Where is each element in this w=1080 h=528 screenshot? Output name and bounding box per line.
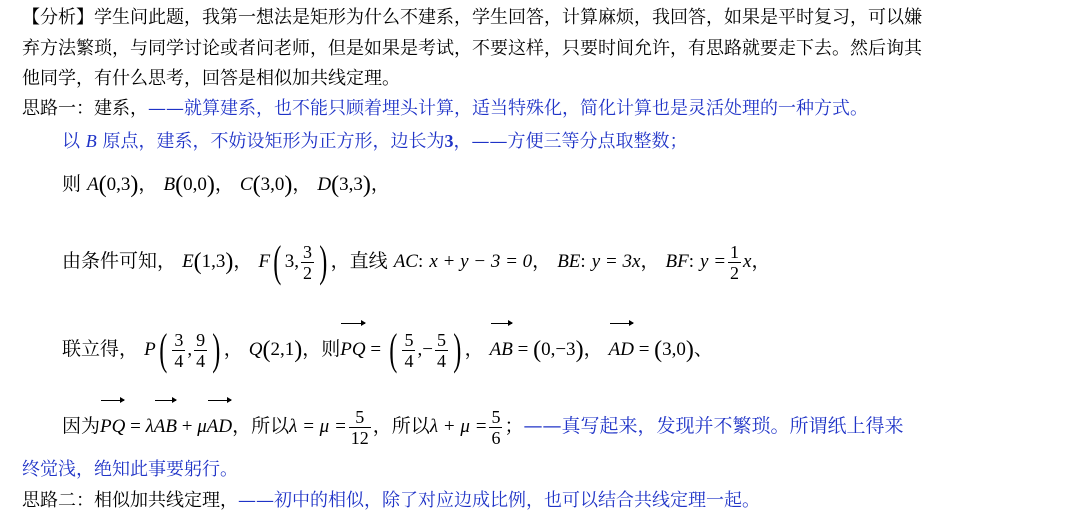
conclusion-vector-ad: AD [207, 400, 232, 452]
point-d-name: D [317, 174, 332, 195]
point-d-coords: 3,3 [339, 174, 363, 195]
conclusion-line: 因为PQ = λAB + μAD，所以λ = μ = $\frac{5}{12}$ ，所以λ + μ = $\frac{5}{6}$ ；——真写起来，发现并不繁琐。所谓纸上得来 [62, 400, 904, 450]
vector-pq-x-fraction: $\frac{5}{4}$ [404, 329, 414, 371]
point-e-name: E [182, 251, 194, 272]
idea2-comment: ——初中的相似，除了对应边成比例，也可以结合共线定理一起。 [238, 490, 760, 511]
conditions-line: 由条件可知， E(1,3)， F( 3, $\frac{3}{2}$ ) ，直线 AC: x + y − 3 = 0， BE: y = 3x， BF: y = $\frac{1}{2}$ x， [62, 237, 771, 286]
intersection-tail: 、 [693, 338, 713, 360]
setup-point-b: B [85, 131, 97, 151]
point-f-y-fraction: $\frac{3}{2}$ [302, 241, 312, 283]
line-bf-name: BF [665, 251, 689, 272]
setup-line [62, 130, 687, 153]
point-c-coords: 3,0 [260, 174, 285, 195]
conclusion-semicolon: ； [504, 415, 524, 437]
analysis-bracket-close: 】 [76, 7, 94, 28]
idea1-comment: ——就算建系，也不能只顾着埋头计算，适当特殊化，简化计算也是灵活处理的一种方式。 [148, 98, 868, 119]
point-b-name: B [163, 174, 176, 195]
analysis-text-1: 学生问此题，我第一想法是矩形为什么不建系，学生回答，计算麻烦，我回答，如果是平时复习，可以嫌 [94, 7, 922, 28]
coords-sep: ， [138, 173, 158, 195]
point-e-coords: 1,3 [201, 251, 226, 272]
analysis-bracket-open: 【 [22, 7, 40, 28]
idea2-line [22, 490, 760, 512]
vector-pq-y-fraction: $\frac{5}{4}$ [436, 329, 446, 371]
vector-ab-value: 0,−3 [541, 339, 576, 360]
coords-sep: ， [292, 173, 312, 195]
conclusion-vector-pq: PQ [100, 400, 125, 452]
point-a-name: A [87, 174, 99, 195]
conclusion-vector-ab: AB [154, 400, 177, 452]
solution-1-lhs: λ = μ = [289, 416, 347, 437]
idea2-label: 思路二：相似加共线定理， [22, 490, 238, 511]
point-q-name: Q [248, 339, 263, 360]
line-label: ，直线 [330, 250, 388, 272]
vector-ad-value: 3,0 [662, 339, 686, 360]
vector-ad: AD [609, 323, 634, 375]
idea1-line [22, 98, 868, 120]
point-f-name: F [258, 251, 271, 272]
coords-line: 则 A(0,3)， B(0,0)， C(3,0)， D(3,3)， [62, 172, 390, 198]
conclusion-comment-2: 终觉浅，绝知此事要躬行。 [22, 459, 238, 480]
analysis-text-3: 他同学，有什么思考，回答是相似加共线定理。 [22, 68, 400, 89]
line-be-name: BE [557, 251, 581, 272]
conditions-lead: 由条件可知， [62, 250, 177, 272]
setup-text-e: ，——方便三等分点取整数； [453, 131, 688, 152]
idea1-label: 思路一：建系， [22, 98, 148, 119]
vector-pq: PQ [340, 323, 365, 375]
solution-2-fraction: $\frac{5}{6}$ [491, 406, 501, 448]
conclusion-comment-1: ——真写起来，发现并不繁琐。所谓纸上得来 [523, 415, 904, 437]
point-b-coords: 0,0 [183, 174, 207, 195]
coords-sep: ， [370, 173, 390, 195]
setup-text-a: 以 [62, 131, 80, 152]
point-p-x-fraction: $\frac{3}{4}$ [174, 329, 184, 371]
coords-sep: ， [214, 173, 234, 195]
intersection-lead: 联立得， [62, 338, 139, 360]
analysis-line-3 [22, 68, 400, 90]
conclusion-lead: 因为 [62, 415, 101, 437]
conclusion-comment-line-2 [22, 459, 238, 481]
line-bf-var: x [743, 251, 752, 272]
setup-text-c: 原点，建系，不妨设矩形为正方形，边长为 [102, 131, 445, 152]
point-c-name: C [239, 174, 253, 195]
intersection-line: 联立得， P( $\frac{3}{4}$ , $\frac{9}{4}$ ) ， Q(2,1)，则PQ = ( $\frac{5}{4}$ ,− $\frac{5}{4}$ ) ， AB = (0,−3)， AD = (3,0)、 [62, 325, 713, 374]
line-bf-lhs: y = [700, 251, 727, 272]
line-ac-name: AC [393, 251, 418, 272]
line-ac-equation: x + y − 3 = 0 [429, 251, 533, 272]
point-p-name: P [144, 339, 156, 360]
coords-lead: 则 [62, 173, 82, 195]
intersection-then: ，则 [302, 338, 341, 360]
mu-symbol: μ [197, 416, 207, 437]
lambda-symbol: λ [145, 416, 154, 437]
point-f-x: 3, [284, 251, 299, 272]
line-bf-fraction: $\frac{1}{2}$ [730, 241, 740, 283]
conclusion-so-2: ，所以 [372, 415, 430, 437]
setup-side-length: 3 [444, 131, 454, 151]
analysis-line-1 [22, 7, 922, 29]
point-q-coords: 2,1 [270, 339, 295, 360]
point-p-y-fraction: $\frac{9}{4}$ [196, 329, 206, 371]
point-a-coords: 0,3 [106, 174, 131, 195]
line-be-equation: y = 3x [591, 251, 641, 272]
solution-1-fraction: $\frac{5}{12}$ [350, 406, 369, 448]
conclusion-so-1: ，所以 [232, 415, 290, 437]
vector-ab: AB [490, 323, 513, 375]
analysis-label: 分析 [40, 7, 76, 28]
solution-2-lhs: λ + μ = [429, 416, 488, 437]
analysis-line-2 [22, 38, 922, 60]
analysis-text-2: 弃方法繁琐，与同学讨论或者问老师，但是如果是考试，不要这样，只要时间允许，有思路就要走下去。然后询其 [22, 38, 922, 59]
